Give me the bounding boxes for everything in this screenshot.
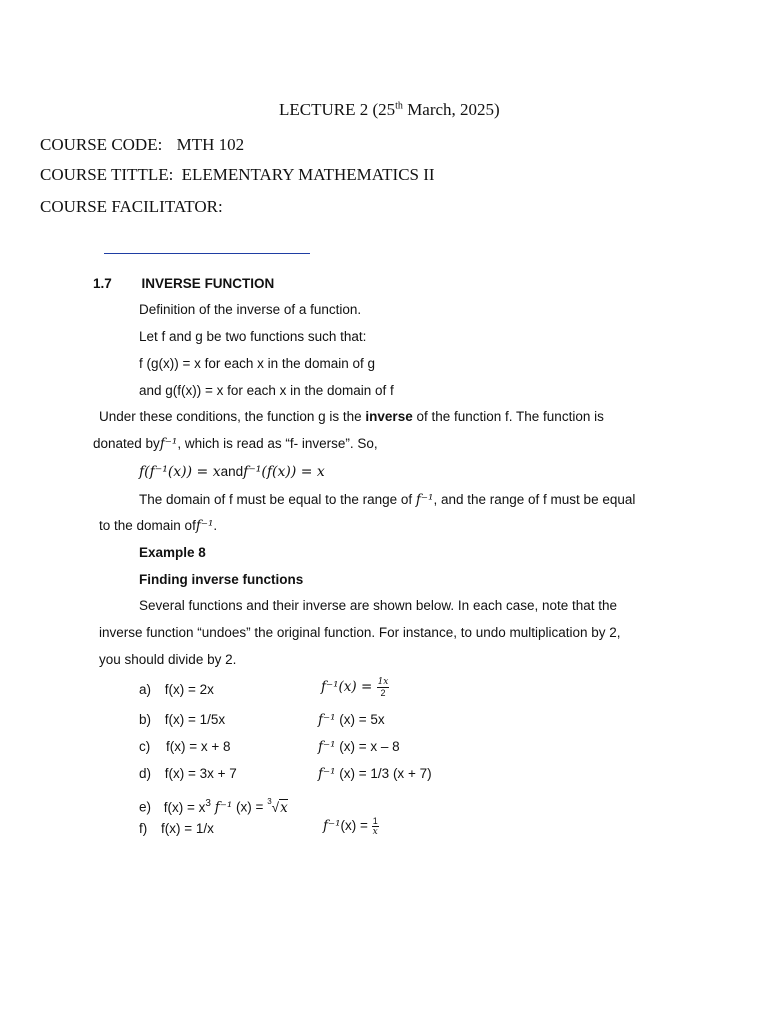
item-inverse [318,766,432,782]
course-code-line [40,135,244,155]
item-function: f(x) = x [163,799,206,815]
para1-text-a: Under these conditions, the function g is the [99,409,366,424]
item-label: e) [139,799,152,815]
item-label: b) [139,712,152,727]
definition-paragraph-1 [99,409,604,424]
cube-root: $^3$√x [267,796,288,816]
example-intro-3: you should divide by 2. [99,652,237,667]
para1-text-b: of the function f. The function is [412,409,604,424]
para1-bold: inverse [365,409,413,424]
f-inverse-symbol: f⁻¹ [318,766,336,782]
list-item [139,766,237,781]
item-function: f(x) = x + 8 [166,739,231,754]
lecture-suffix: March, 2025) [402,100,500,119]
equation-left: f(f⁻¹(x)) = x [139,464,221,480]
fraction-numerator: 1 [372,816,378,826]
f-inverse-symbol: f⁻¹ [415,492,434,508]
para2-text-b: , which is read as “f- inverse”. So, [177,436,378,451]
fraction-denominator: 2 [380,688,386,698]
inverse-identity-equation [139,463,325,480]
item-function: f(x) = 3x + 7 [164,766,237,781]
item-inverse [323,816,379,837]
course-code-value: MTH 102 [176,135,245,154]
item-inverse [318,739,400,755]
f-inverse-symbol: f⁻¹ [214,799,233,816]
equation-right: f⁻¹(f(x)) = x [243,464,325,480]
inverse-expression: (x) = [232,799,268,815]
domain-text-a: The domain of f must be equal to the range of [139,492,416,507]
section-title: INVERSE FUNCTION [141,276,275,291]
definition-line-1: Definition of the inverse of a function. [139,302,362,317]
course-facilitator-line [40,197,223,217]
domain-text-b: , and the range of f must be equal [433,492,636,507]
f-inverse-symbol: f⁻¹ [318,712,336,728]
fraction-denominator: x [372,827,378,837]
f-inverse-symbol: f⁻¹ [323,818,341,835]
list-item [139,682,214,697]
section-number: 1.7 [93,276,112,291]
example-intro-2: inverse function “undoes” the original function. For instance, to undo multiplication by 2, [99,625,621,640]
course-title-label: COURSE TITTLE: [40,165,174,184]
equation-and: and [220,464,244,479]
course-code-label: COURSE CODE: [40,135,163,154]
item-label: f) [139,821,148,836]
item-label: d) [139,766,152,781]
example-subheading: Finding inverse functions [139,572,304,587]
inverse-expression: (x) = [340,818,372,834]
item-inverse [321,677,389,698]
f-inverse-symbol: f⁻¹ [318,739,336,755]
definition-line-4: and g(f(x)) = x for each x in the domain of f [139,383,394,398]
facilitator-label: COURSE FACILITATOR: [40,197,223,216]
example-heading: Example 8 [139,545,206,560]
inverse-expression: (x) = 1/3 (x + 7) [335,766,432,781]
lecture-sup: th [395,100,403,112]
definition-line-2: Let f and g be two functions such that: [139,329,367,344]
course-title-value: ELEMENTARY MATHEMATICS II [181,165,435,184]
inverse-expression: (x) = x – 8 [335,739,400,754]
definition-line-3: f (g(x)) = x for each x in the domain of g [139,356,375,371]
item-label: c) [139,739,151,754]
domain-paragraph-1 [139,492,635,508]
list-item [139,739,231,754]
list-item [139,821,214,836]
item-function: f(x) = 2x [164,682,214,697]
domain2-text-b: . [213,518,218,533]
item-function: f(x) = 1/5x [164,712,226,727]
section-heading [93,276,274,291]
f-inverse-symbol: f⁻¹ [195,518,214,534]
item-inverse [318,712,385,728]
facilitator-underline [104,253,310,254]
domain-paragraph-2 [99,518,217,534]
lecture-title [279,100,500,120]
item-function: f(x) = 1/x [161,821,214,836]
f-inverse-symbol: f⁻¹ [159,436,178,452]
inverse-expression: f⁻¹(x) = [321,679,377,696]
inverse-fraction [372,816,379,837]
domain2-text-a: to the domain of [99,518,196,533]
para2-text-a: donated by [93,436,160,451]
fraction-numerator: 1x [377,677,389,687]
definition-paragraph-2 [93,436,378,452]
exponent: 3 [205,798,211,809]
list-item [139,712,225,727]
example-intro-1: Several functions and their inverse are shown below. In each case, note that the [139,598,618,613]
root-body: x [280,799,288,816]
root-index: 3 [267,796,272,806]
item-label: a) [139,682,152,697]
lecture-prefix: LECTURE 2 (25 [279,100,396,119]
course-title-line [40,165,435,185]
inverse-fraction [377,677,390,698]
list-item [139,798,288,816]
inverse-expression: (x) = 5x [335,712,385,727]
